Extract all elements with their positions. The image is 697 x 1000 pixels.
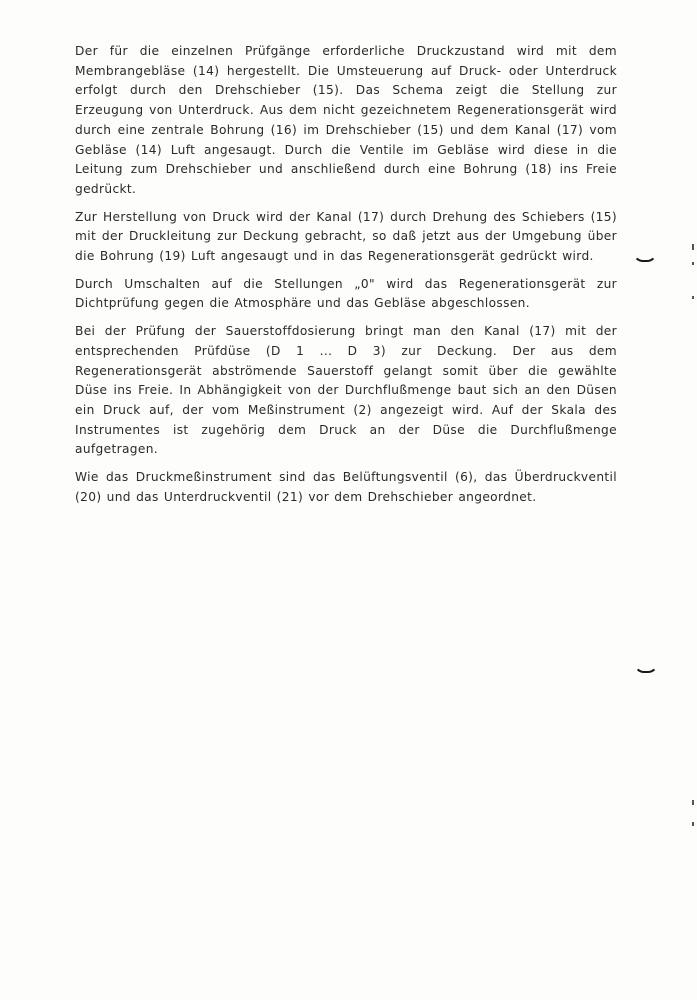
punch-mark-icon (633, 252, 657, 262)
scan-artifact (692, 262, 694, 265)
paragraph-oxygen-dosing: Bei der Prüfung der Sauerstoffdosierung bringt man den Kanal (17) mit der entsprechenden Prüfdüse (D 1 ... D 3) zur Deckung. Der aus dem Regenerationsgerät abströmende Sauerstoff gelangt somit über die gewählte Düse ins Freie. In Abhängigkeit von der Durchflußmenge baut sich an den Düsen ein Druck auf, der vom Meßinstrument (2) angezeigt wird. Auf der Skala des Instrumentes ist zugehörig dem Druck an der Düse die Durchflußmenge aufgetragen. (75, 324, 617, 457)
paragraph-valves: Wie das Druckmeßinstrument sind das Belüftungsventil (6), das Überdruckventil (20) und das Unterdruckventil (21) vor dem Drehschieber angeordnet. (75, 470, 617, 504)
body-text (75, 42, 617, 515)
scan-artifact (692, 800, 694, 805)
punch-mark-icon (634, 663, 658, 673)
scan-artifact (692, 822, 694, 826)
scan-artifact (692, 296, 694, 299)
scan-artifact (692, 244, 694, 250)
paragraph-leak-test: Durch Umschalten auf die Stellungen „0" wird das Regenerationsgerät zur Dichtprüfung gegen die Atmosphäre und das Gebläse abgeschlossen. (75, 276, 617, 311)
paragraph-pressure-generation: Der für die einzelnen Prüfgänge erforderliche Druckzustand wird mit dem Membrangebläse (14) hergestellt. Die Umsteuerung auf Druck- oder Unterdruck erfolgt durch den Drehschieber (15). Das Schema zeigt die Stellung zur Erzeugung von Unterdruck. Aus dem nicht gezeichnetem Regenerationsgerät wird durch eine zentrale Bohrung (16) im Drehschieber (15) und dem Kanal (17) vom Gebläse (14) Luft angesaugt. Durch die Ventile im Gebläse wird diese in die Leitung zum Drehschieber und anschließend durch eine Bohrung (18) ins Freie gedrückt. (75, 44, 617, 196)
paragraph-pressure-mode: Zur Herstellung von Druck wird der Kanal (17) durch Drehung des Schiebers (15) mit der Druckleitung zur Deckung gebracht, so daß jetzt aus der Umgebung über die Bohrung (19) Luft angesaugt und in das Regenerationsgerät gedrückt wird. (75, 209, 617, 264)
